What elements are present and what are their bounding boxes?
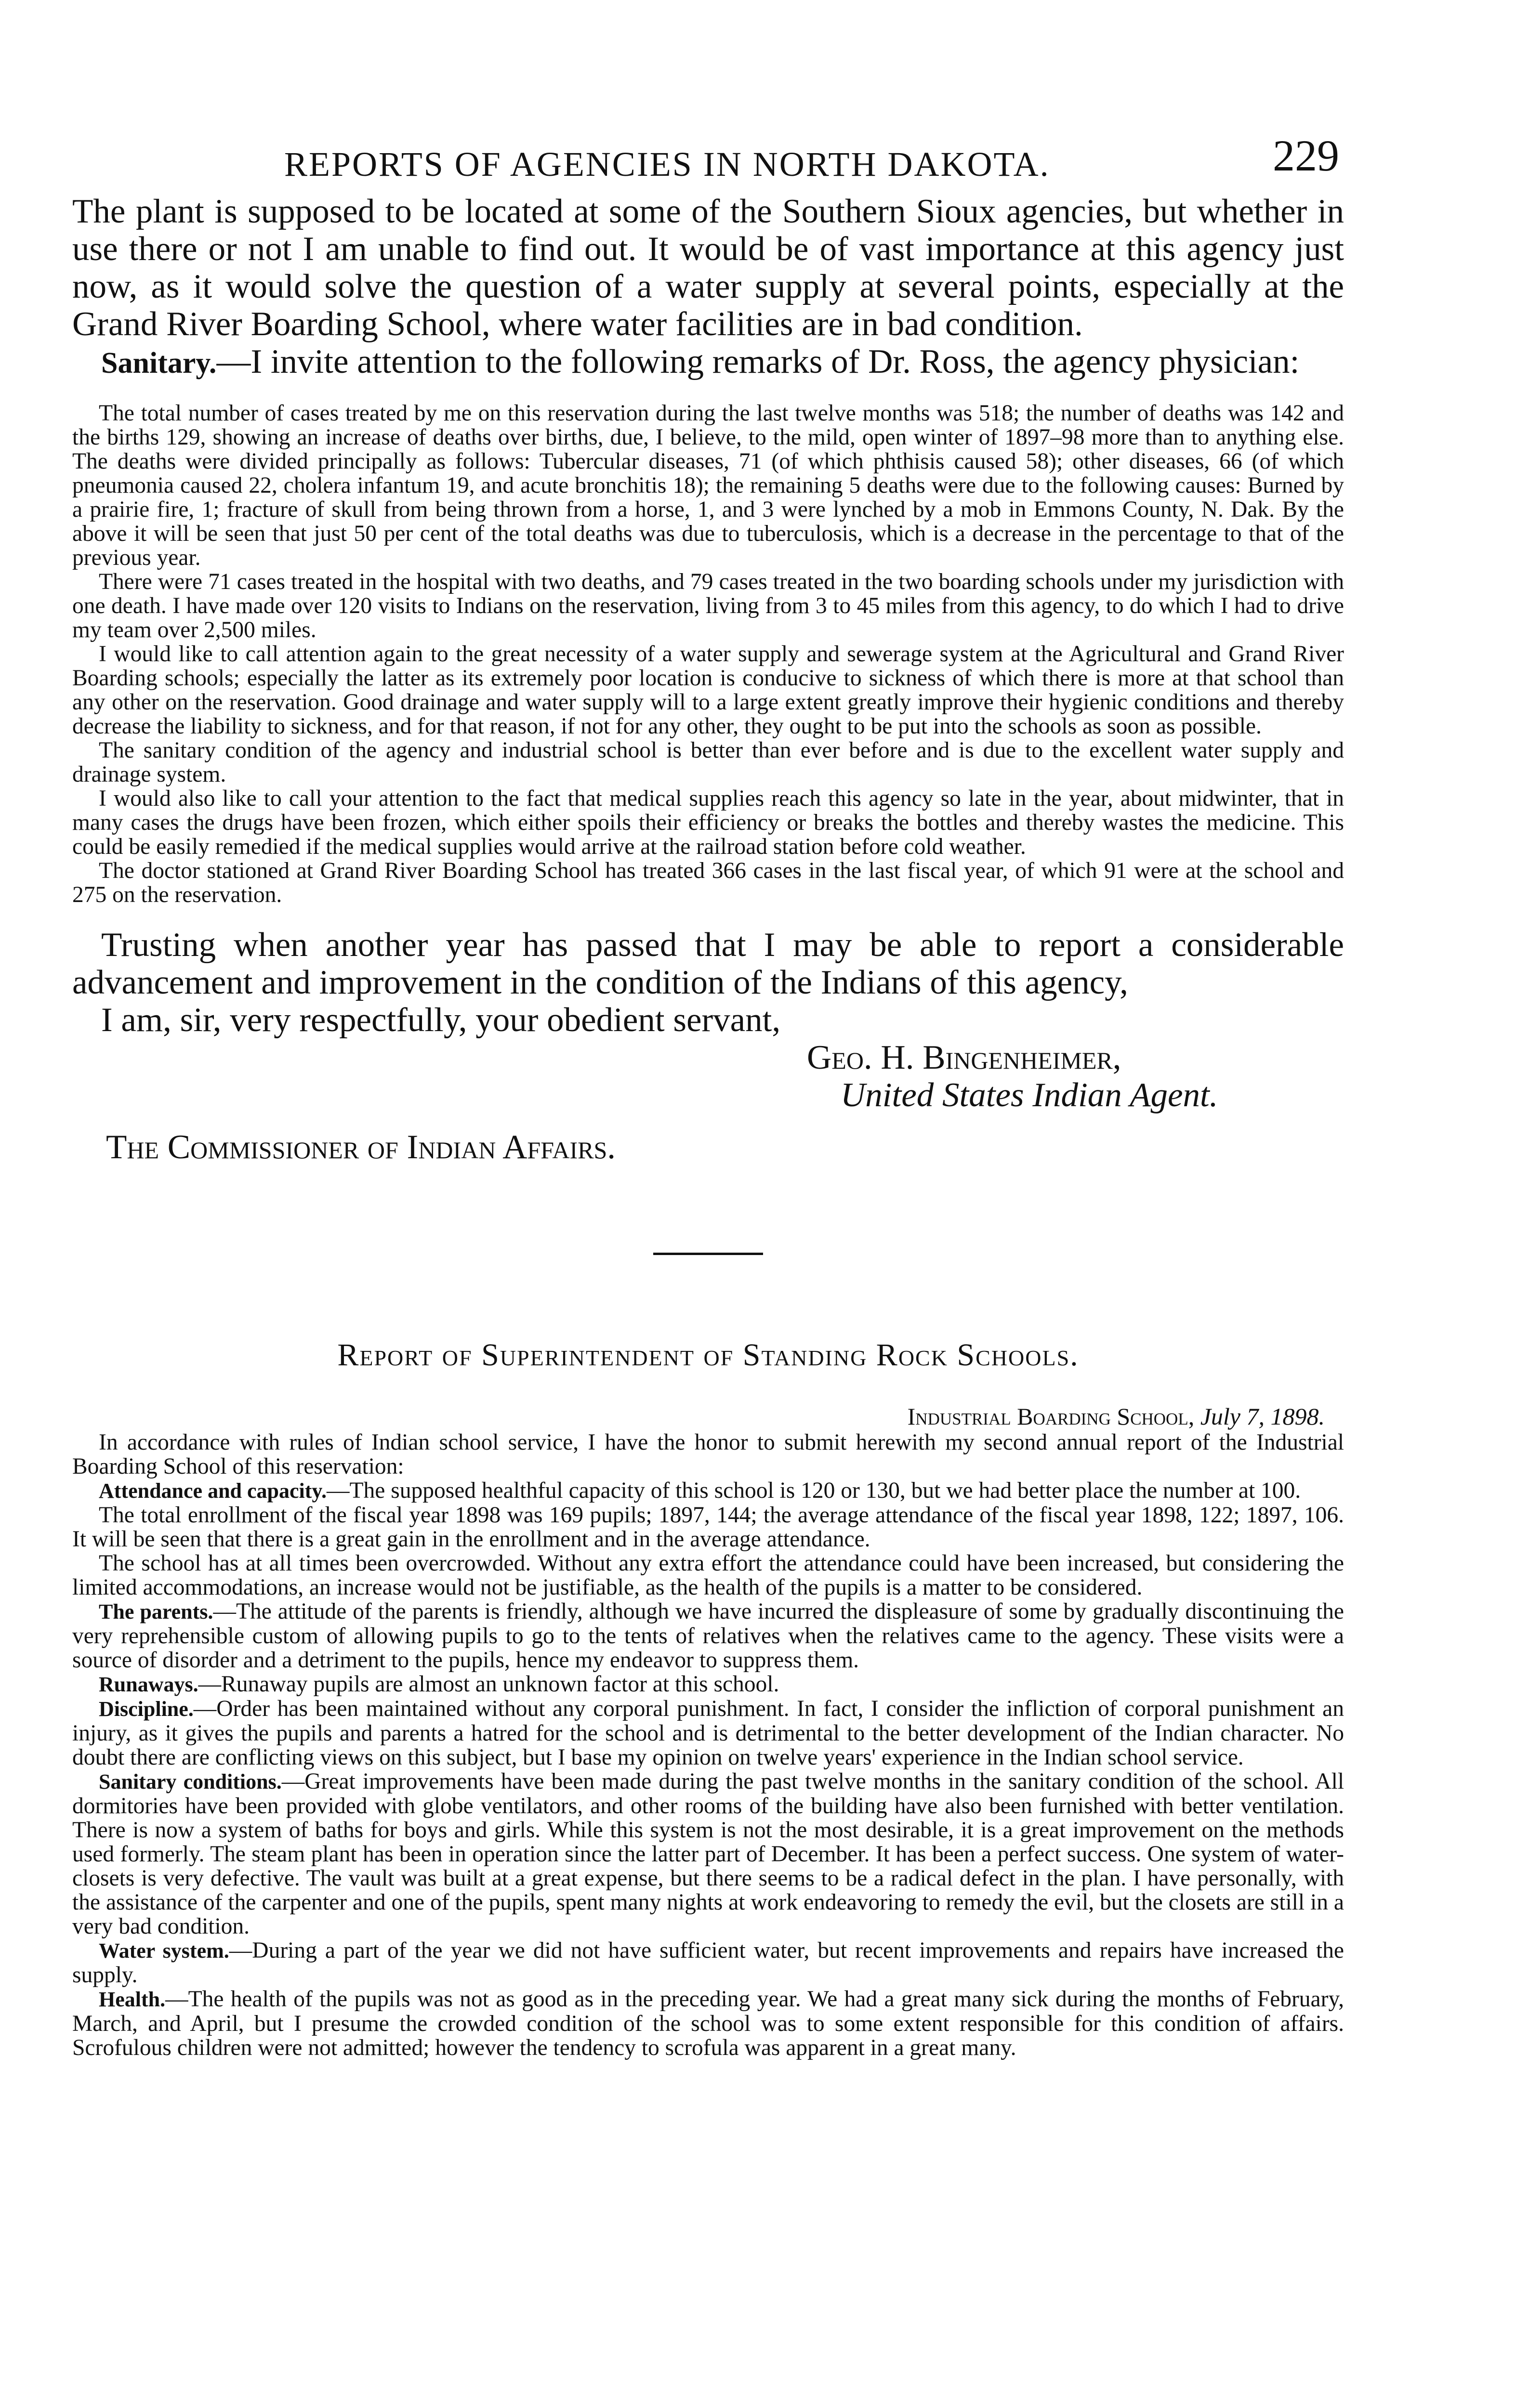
- dateline: [72, 1402, 1344, 1430]
- section-heading: Health.: [99, 1988, 166, 2011]
- doctor-remarks: [72, 401, 1344, 907]
- intro-paragraph: The plant is supposed to be located at some of the Southern Sioux agencies, but whether in use there or not I am unable to find out. It would be of vast importance at this agency just now, as it would solve the question of a water supply at several points, especially at the Grand River Boarding School, where water facilities are in bad condition.: [72, 193, 1344, 343]
- dateline-place: Industrial Boarding School,: [907, 1403, 1200, 1430]
- report-title: Report of Superintendent of Standing Rock Schools.: [337, 1337, 1079, 1373]
- section-text: —The supposed healthful capacity of this school is 120 or 130, but we had better place the number at 100.: [327, 1478, 1301, 1503]
- closing-salutation: I am, sir, very respectfully, your obedient servant,: [101, 1001, 781, 1039]
- section-text: —The health of the pupils was not as good as in the preceding year. We had a great many sick during the months of February, March, and April, but I presume the crowded condition of the school was to some extent responsible for this condition of affairs. Scrofulous children were not admitted; however the tendency to scrofula was apparent in a great many.: [72, 1987, 1344, 2060]
- closing-paragraph: Trusting when another year has passed that I may be able to report a considerable advancement and improvement in the condition of the Indians of this agency,: [72, 926, 1344, 1001]
- report-opening: In accordance with rules of Indian school service, I have the honor to submit herewith my second annual report of the Industrial Boarding School of this reservation:: [72, 1430, 1344, 1479]
- doctor-remark-paragraph: The sanitary condition of the agency and industrial school is better than ever before and is due to the excellent water supply and drainage system.: [72, 738, 1344, 787]
- report-section: [72, 1503, 1344, 1551]
- signature-name: Geo. H. Bingenheimer,: [807, 1039, 1121, 1076]
- section-heading: Discipline.: [99, 1697, 194, 1721]
- report-section: [72, 1479, 1344, 1503]
- report-section: [72, 1938, 1344, 1987]
- addressee: The Commissioner of Indian Affairs.: [106, 1128, 616, 1166]
- page-header: [72, 130, 1344, 193]
- section-heading: Runaways.: [99, 1673, 198, 1696]
- running-head: REPORTS OF AGENCIES IN NORTH DAKOTA.: [284, 145, 1050, 183]
- section-text: The total enrollment of the fiscal year 1898 was 169 pupils; 1897, 144; the average attendance of the fiscal year 1898, 122; 1897, 106. It will be seen that there is a great gain in the enrollment and in the average attendance.: [72, 1503, 1344, 1552]
- report-section: [72, 1551, 1344, 1599]
- sanitary-paragraph: [72, 343, 1344, 382]
- section-text: —Great improvements have been made during the past twelve months in the sanitary condition of the school. All dormitories have been provided with globe ventilators, and other rooms of the building have also been furnished with better ventilation. There is now a system of baths for boys and girls. While this system is not the most desirable, it is a great improvement on the methods used formerly. The steam plant has been in operation since the latter part of December. It has been a perfect success. One system of water-closets is very defective. The vault was built at a great expense, but there seems to be a radical defect in the plan. I have personally, with the assistance of the carpenter and one of the pupils, spent many nights at work endeavoring to remedy the evil, but the closets are still in a very bad condition.: [72, 1769, 1345, 1939]
- doctor-remark-paragraph: I would also like to call your attention to the fact that medical supplies reach this agency so late in the year, about midwinter, that in many cases the drugs have been frozen, which either spoils their efficiency or breaks the bottles and thereby wastes the medicine. This could be easily remedied if the medical supplies would arrive at the railroad station before cold weather.: [72, 786, 1344, 859]
- doctor-remark-paragraph: The total number of cases treated by me on this reservation during the last twelve months was 518; the number of deaths was 142 and the births 129, showing an increase of deaths over births, due, I believe, to the mild, open winter of 1897–98 more than to anything else. The deaths were divided principally as follows: Tubercular diseases, 71 (of which phthisis caused 58); other diseases, 66 (of which pneumonia caused 22, cholera infantum 19, and acute bronchitis 18); the remaining 5 deaths were due to the following causes: Burned by a prairie fire, 1; fracture of skull from being thrown from a horse, 1, and 3 were lynched by a mob in Emmons County, N. Dak. By the above it will be seen that just 50 per cent of the total deaths was due to tuberculosis, which is a decrease in the percentage to that of the previous year.: [72, 401, 1344, 570]
- section-heading: Attendance and capacity.: [99, 1479, 327, 1503]
- section-text: —Order has been maintained without any corporal punishment. In fact, I consider the infliction of corporal punishment an injury, as it gives the pupils and parents a hatred for the school and is detrimental to the better development of the Indian character. No doubt there are conflicting views on this subject, but I base my opinion on twelve years' experience in the Indian school service.: [72, 1696, 1344, 1770]
- report-sections: [72, 1479, 1344, 2060]
- doctor-remark-paragraph: There were 71 cases treated in the hospital with two deaths, and 79 cases treated in the two boarding schools under my jurisdiction with one death. I have made over 120 visits to Indians on the reservation, living from 3 to 45 miles from this agency, to do which I had to drive my team over 2,500 miles.: [72, 569, 1344, 642]
- signature-title: United States Indian Agent.: [841, 1076, 1218, 1114]
- section-heading: Sanitary conditions.: [99, 1770, 282, 1793]
- report-section: [72, 1769, 1344, 1938]
- report-section: [72, 1599, 1344, 1672]
- page-number: 229: [1273, 131, 1339, 180]
- section-divider: [653, 1253, 763, 1255]
- section-heading: Water system.: [99, 1939, 229, 1963]
- sanitary-heading: Sanitary.: [101, 347, 217, 380]
- section-text: —The attitude of the parents is friendly, although we have incurred the displeasure of some by gradually discontinuing the very reprehensible custom of allowing pupils to go to the tents of relatives when the relatives came to the agency. These visits were a source of disorder and a detriment to the pupils, hence my endeavor to suppress them.: [72, 1599, 1345, 1673]
- report-section: [72, 1987, 1344, 2060]
- document-page: [72, 130, 1344, 2060]
- section-heading: The parents.: [99, 1600, 213, 1623]
- dateline-date: July 7, 1898.: [1200, 1403, 1325, 1430]
- doctor-remark-paragraph: I would like to call attention again to the great necessity of a water supply and sewerage system at the Agricultural and Grand River Boarding schools; especially the latter as its extremely poor location is conducive to sickness of which there is more at that school than any other on the reservation. Good drainage and water supply will to a large extent greatly improve their hygienic conditions and thereby decrease the liability to sickness, and for that reason, if not for any other, they ought to be put into the schools as soon as possible.: [72, 641, 1344, 739]
- report-section: [72, 1697, 1344, 1769]
- sanitary-text: —I invite attention to the following remarks of Dr. Ross, the agency physician:: [216, 343, 1300, 380]
- section-text: The school has at all times been overcrowded. Without any extra effort the attendance could have been increased, but considering the limited accommodations, an increase would not be justifiable, as the health of the pupils is a matter to be considered.: [72, 1551, 1344, 1600]
- section-text: —Runaway pupils are almost an unknown factor at this school.: [198, 1672, 779, 1697]
- doctor-remark-paragraph: The doctor stationed at Grand River Boarding School has treated 366 cases in the last fiscal year, of which 91 were at the school and 275 on the reservation.: [72, 858, 1344, 907]
- section-text: —During a part of the year we did not have sufficient water, but recent improvements and repairs have increased the supply.: [72, 1938, 1344, 1988]
- report-section: [72, 1672, 1344, 1697]
